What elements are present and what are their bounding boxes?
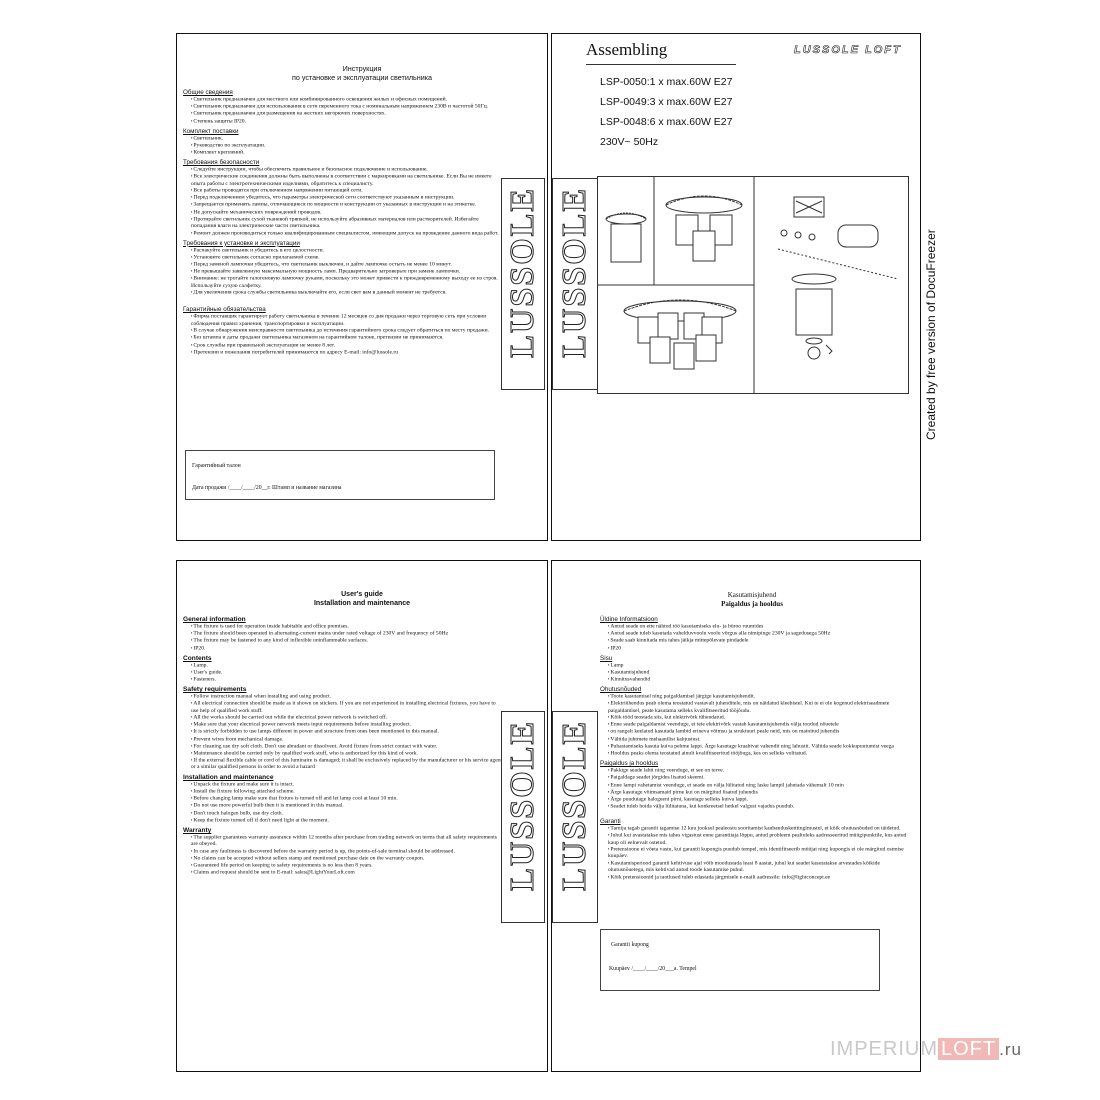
list-item: ▪ All electrical connection should be made as it shown on stickers. If you are not experienced in installing electrical fixtures, you have to use help of qualified work stuff. [191,700,503,714]
list-item: ▪ Запрещается применять лампы, отличающиеся по мощности и конструкции от указанных в инструкции и на этикетке. [191,201,503,208]
ru-section-heading: Комплект поставки [183,127,239,135]
spec-line: LSP-0048:6 x max.60W E27 [600,116,733,128]
ru-section-heading: Общие сведения [183,89,233,96]
list-item: ▪ User's guide. [191,669,503,676]
list-item: ▪ Follow instruction manual when installing and using product. [191,693,503,700]
en-list-safety [183,693,503,771]
et-section-heading: Üldine Informatsioon [600,616,658,623]
list-item: ▪ Без штампа и даты продажи светильника магазином на гарантийном талоне, претензии не принимаются. [191,334,503,341]
list-item: ▪ Срок службы при правильной эксплуатации не менее 8 лет. [191,342,503,349]
list-item: ▪ Seadet tuleb hoida välja lülitatuna, kui konkreetsel hetkel valgust vajadus puudub. [608,803,916,810]
et-list-contents [600,662,916,684]
list-item: ▪ Ремонт должен производиться только квалифицированным специалистом, имеющим допуск на проведение данного вида работ. [191,230,503,237]
ru-title: Инструкция [342,64,382,73]
ru-warranty-coupon [185,450,495,500]
list-item: ▪ Следуйте инструкции, чтобы обеспечить правильное и безопасное подключение и использование. [191,166,503,173]
lussole-logo: LUSSOLE [504,187,541,358]
ru-list-safety [183,166,503,237]
en-section-heading: General information [183,616,246,623]
spec-list [600,72,733,152]
list-item: ▪ Pakkige seade lahti ning veenduge, et see on terve. [608,767,916,774]
list-item: ▪ Распакуйте светильник и убедитесь в его целостности. [191,247,503,254]
list-item: ▪ Претензии и пожелания потребителей принимаются по адресу E-mail: info@lussole.ru [191,349,503,356]
list-item: ▪ Enne seade paigaldamist veenduge, et teie elektrivõrk vastab kasutamisjuhendis välja toodud nõuetele [608,721,916,728]
list-item: ▪ Unpack the fixture and make sure it is intact. [191,781,503,788]
list-item: ▪ Фирма поставщик гарантирует работу светильника в течение 12 месяцев со дня продажи через торговую сеть при условии соблюдения правил хранения, транспортировки и эксплуатации. [191,313,503,327]
spec-line: LSP-0050:1 x max.60W E27 [600,76,733,88]
ru-list-general [183,96,503,125]
en-subtitle: Installation and maintenance [313,599,411,607]
list-item: ▪ Paigaldage seadet jõrgides lisatud skeemi. [608,774,916,781]
logo-box [552,711,598,923]
assembly-diagram [597,176,909,394]
exploded-view-drawing [778,197,898,359]
list-item: ▪ Kõik tööd teostada siis, kui elektrivõrk tühendatud. [608,714,916,721]
watermark-part: LOFT [938,1038,999,1060]
logo-box [501,711,545,923]
en-section-heading: Safety requirements [183,686,247,694]
page-assembling [551,33,921,541]
list-item: ▪ No claims can be accepted without sellers stamp and mentioned purchase date on the warranty coupon. [191,855,503,862]
title-underline [586,64,736,65]
list-item: ▪ Prevent wires from mechanical damage. [191,736,503,743]
et-section-heading: Paigaldus ja hooldus [600,760,659,768]
list-item: ▪ The supplier guarantees warranty assurance within 12 months after purchase from trading network on terms that all safety requirements are obeyed. [191,834,503,848]
list-item: ▪ Светильник предназначен для местного или комбинированного освещения жилых и офисных помещений. [191,96,503,103]
list-item: ▪ All the works should be carried out while the electrical power network is switched off. [191,714,503,721]
page-russian-instructions [176,33,548,541]
list-item: ▪ For cleaning use dry soft cloth. Don't use abradant or dissolvent. Avoid fixture from strict contact with water. [191,743,503,750]
list-item: ▪ Make sure that your electrical power network meets input requirements before installing product. [191,721,503,728]
list-item: ▪ Lamp [608,662,916,669]
et-title-block [632,591,872,608]
six-lamp-drawing [624,300,736,369]
en-title-block [237,591,487,608]
list-item: ▪ Светильник. [191,135,503,142]
list-item: ▪ It is strictly forbidden to use lamps different in power and structure from ones been mentioned in this manual. [191,728,503,735]
brand-logo: LUSSOLE LOFT [794,44,902,56]
list-item: ▪ Fasteners. [191,676,503,683]
list-item: ▪ Maintenance should be carried only by qualified work stuff, who is authorized for this kind of work. [191,750,503,757]
ru-list-warranty [183,313,503,355]
en-section-heading: Contents [183,654,212,662]
list-item: ▪ Lamp. [191,662,503,669]
ru-body [183,86,503,356]
list-item: ▪ Kasutamisjuhend [608,669,916,676]
list-item: ▪ Hooldus peaks olema teostatud ainult kvalifitseeritud tööjõuga, kes on selleks volitatud. [608,750,916,757]
en-section-heading: Warranty [183,826,212,834]
et-section-heading: Garanti [600,818,621,826]
et-list-warranty [600,825,916,881]
list-item: ▪ IP20 [608,645,916,652]
coupon-title: Гарантийный талон [192,463,241,469]
ru-subtitle: по установке и эксплуатации светильника [291,73,433,82]
single-lamp-drawing [606,213,646,262]
logo-box [501,178,545,390]
list-item: ▪ Перед подключением убедитесь, что параметры электрической сети соответствуют указанным в инструкции. [191,194,503,201]
list-item: ▪ Все электрические соединения должны быть выполнены в соответствии с маркировками на светильнике. Если Вы не имеете опыта работы с электротехническими изделиями, обратитесь к специалисту. [191,173,503,187]
et-list-general [600,623,916,652]
list-item: ▪ Не допускайте механических повреждений проводов. [191,209,503,216]
list-item: ▪ Install the fixture following attached scheme. [191,788,503,795]
docufreezer-note: Created by free version of DocuFreezer [924,229,938,440]
list-item: ▪ Установите светильник согласно прилагаемой схеме. [191,254,503,261]
watermark-part: IMPERIUM [830,1038,938,1060]
list-item: ▪ IP20. [191,645,503,652]
list-item: ▪ Enne lampi vahetamist veenduge, et seade on välja lülitatud ning laske lampil jahutada vähemalt 10 min [608,782,916,789]
list-item: ▪ Все работы проводятся при отключенном напряжении питающей сети. [191,187,503,194]
et-body [600,613,916,881]
en-list-warranty [183,834,503,876]
list-item: ▪ Toote kasutamisel ning paigaldamisel järgige kasutamisjuhendit. [608,693,916,700]
en-title: User's guide [341,591,383,598]
imperiumloft-watermark [830,1038,1022,1061]
list-item: ▪ Seade saab kinnitada mis tahes jäikja mittepõlevate pindadele [608,637,916,644]
et-section-heading: Sisu [600,654,613,662]
ru-list-installation [183,247,503,297]
assembly-drawing [598,177,908,393]
list-item: ▪ on rangelt keelatud kasutada lambid erineva võimsu ja struktuuri peale neid, mis on mainitud juhendis [608,728,916,735]
list-item: ▪ Tarnija tagab garantii tagamise 12 kuu jooksul pealeostu sooritamist kaubandusketttingimustel, et kõik ohutusnõuded on täidetud. [608,825,916,832]
three-lamp-drawing [666,196,742,261]
list-item: ▪ В случае обнаружения неисправности светильника до истечения гарантийного срока следует обратиться по месту продажи. [191,327,503,334]
list-item: ▪ Перед заменой лампочки убедитесь, что светильник выключен, и дайте лампочке остыть не менее 10 минут. [191,261,503,268]
list-item: ▪ The fixture is used for operation inside habitable and office premises. [191,623,503,630]
assembling-title: Assembling [586,40,668,59]
et-warranty-coupon [600,929,880,991]
en-list-installation [183,781,503,824]
et-list-installation [600,767,916,810]
lussole-logo: LUSSOLE [504,720,541,891]
list-item: ▪ Kõik pretensioonid ja taotlused tuleb edastada järgmisele e-maili aadressile: info@lightconcept.ee [608,874,916,881]
coupon-line: Kuupäev /____/____/20___a. Tempel [609,966,697,972]
list-item: ▪ Juhul kui avastatakse mis tahes vigastust enne garantiiaja lõppu, antud probleem pealtuleks aadresseeritud müügipunktile, kus antud kaup oli eelnevalt ostetud. [608,832,916,846]
list-item: ▪ In case any faultiness is discovered before the warranty period is up, the points-of-sale terminal should be addressed. [191,848,503,855]
list-item: ▪ Claims and request should be sent to E-mail: sales@LightYourLoft.com [191,869,503,876]
page-english-guide [176,560,548,1072]
list-item: ▪ Do not use more powerful bulb then it is mentioned in this manual. [191,802,503,809]
lussole-logo: LUSSOLE [556,720,593,891]
ru-list-contents [183,135,503,157]
list-item: ▪ The fixture may be fastened to any kind of inflexible uninflammable surfaces. [191,637,503,644]
spec-line: 230V~ 50Hz [600,136,659,148]
list-item: ▪ Don't touch halogen bulb, use dry cloth. [191,810,503,817]
list-item: ▪ Before changing lamp make sure that fixture is turned off and let lamp cool at least 10 min. [191,795,503,802]
list-item: ▪ Не превышайте заявленную максимальную мощность ламп. Предварительно затроверьте при замене лампочки. [191,268,503,275]
coupon-title: Garantii kupong [611,942,649,948]
list-item: ▪ Ärge kasutage võimsamaid pirne kui on märgitud lisatud juhendis [608,789,916,796]
watermark-part: .ru [999,1040,1022,1059]
page-estonian-guide [551,560,921,1072]
list-item: ▪ Elektriühendus peab olema teostatud vastavalt juhenditele, mis on näidatud kleebistel. Kui te ei ole kogenud elektriseadmete paigaldamisel, peate kasutama selleks kvalifitseeritud tööjõudu. [608,700,916,714]
list-item: ▪ Руководство по эксплуатации. [191,142,503,149]
list-item: ▪ Степень защиты IP20. [191,118,503,125]
en-section-heading: Installation and maintenance [183,773,274,781]
list-item: ▪ Светильник предназначен для размещения на жестких негорючих поверхностях. [191,110,503,117]
en-list-general [183,623,503,652]
coupon-line: Дата продажи /____/____/20__г. Штамп и название магазина [192,485,342,491]
en-list-contents [183,662,503,684]
list-item: ▪ Внимание: не трогайте галогеновую лампочку руками, поскольку это может привести к преждевременному выходу ее из строя. Используйте сухую салфетку. [191,275,503,289]
list-item: ▪ Vältida juhtmete mehaanilist kahjustust. [608,736,916,743]
lussole-logo: LUSSOLE [556,187,593,358]
ru-title-block [237,64,487,82]
logo-box [552,178,598,390]
ru-section-heading: Гарантийные обязательства [183,306,266,314]
list-item: ▪ If the external flexible cable or cord of this luminaire is damaged; it shall be exclusively replaced by the manufacturer or his service agent or a similar qualified persons in order to avoid a hazard [191,757,503,771]
list-item: ▪ Antud seade tuleb kasutada vahelduvvoolu voolu võrgus alla nimipinge 230V ja sagedusega 50Hz [608,630,916,637]
spec-line: LSP-0049:3 x max.60W E27 [600,96,733,108]
list-item: ▪ Antud seade on ette nähtud töö kasutamiseks elu- ja büroo ruumides [608,623,916,630]
et-title: Kasutamisjuhend [727,591,777,599]
list-item: ▪ Для увеличения срока службы светильника выключайте его, если свет вам в данный момент не требуется. [191,289,503,296]
list-item: ▪ Kinnitusvahendid [608,676,916,683]
list-item: ▪ The fixture should been operated in alternating-current mains under rated voltage of 230V and frequency of 50Hz [191,630,503,637]
ru-section-heading: Требования к установке и эксплуатации [183,239,300,247]
list-item: ▪ Guaranteed life period on keeping to safety requirements is no less then 8 years. [191,862,503,869]
list-item: ▪ Pretensioone ei võeta vastu, kui garantii kupongis puudub tempel, mis identifitseerib müüjat ning kupongis ei ole märgitud ostmise kuupäev. [608,846,916,860]
list-item: ▪ Puhastamiseks kasuta kuiva pehme lappi. Ärge kasutage kraabivat vahendit ning lahustit. Vältida seade kokkupuutumist veega [608,743,916,750]
list-item: ▪ Kasutamisperiood garantii kehtivuse ajal võib moodustada leasi 8 aastat, juhul kui seadet kasutatakse arvestades kõikide ohutusnõuetega, mis kehtivad antud toode kasutamise puhul. [608,860,916,874]
list-item: ▪ Комплект креплений. [191,149,503,156]
list-item: ▪ Keep the fixture turned off if don't need light at the moment. [191,817,503,824]
et-section-heading: Ohutusnõuded [600,686,642,694]
et-subtitle: Paigaldus ja hooldus [721,599,783,608]
list-item: ▪ Протирайте светильник сухой тканевой тряпкой, не используйте абразивных материалов или растворителей. Избегайте попадания влаги на электрические части светильника. [191,216,503,230]
list-item: ▪ Ärge puudutage halogeeni pirni, kasutage selleks kuiva lappi. [608,796,916,803]
et-list-safety [600,693,916,757]
ru-section-heading: Требования безопасности [183,159,260,167]
list-item: ▪ Светильник предназначен для использования в сети переменного тока с номинальным напряжением 230В и частотой 50Гц. [191,103,503,110]
en-body [183,613,503,876]
